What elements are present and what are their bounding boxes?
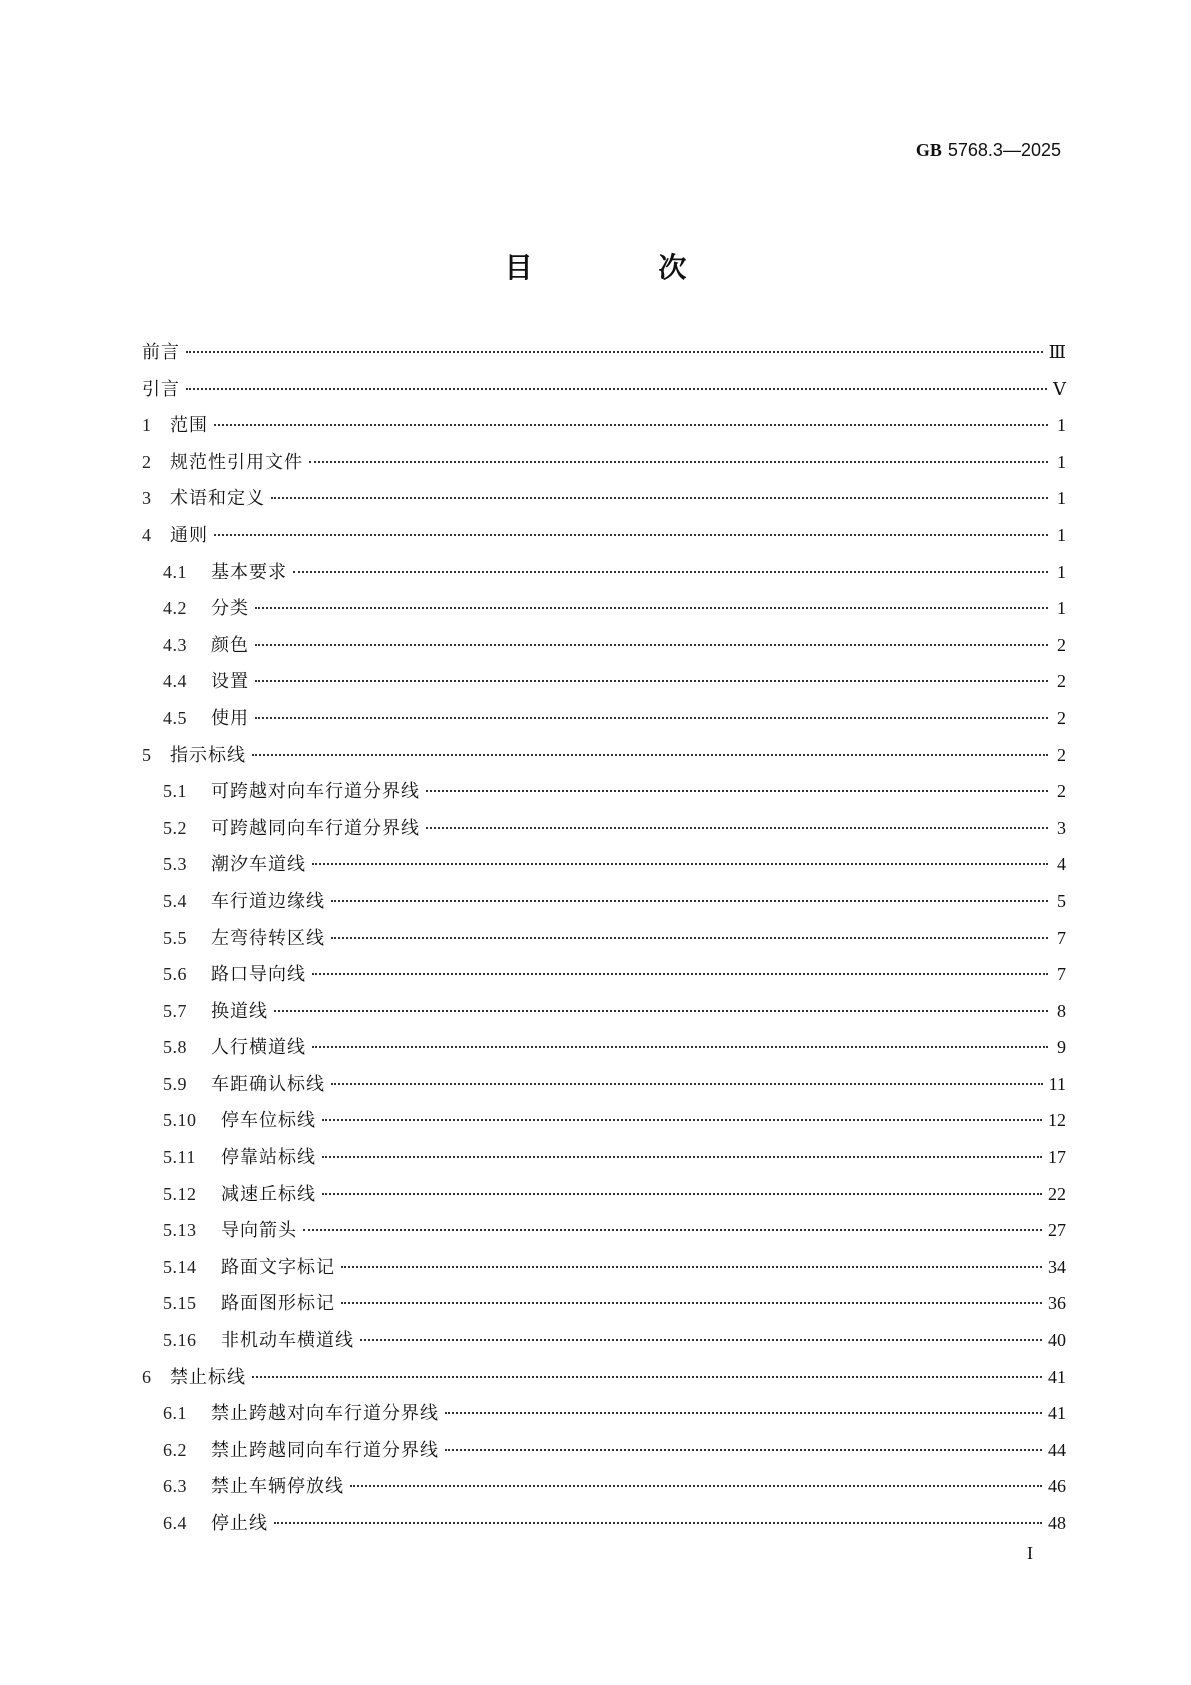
toc-entry-label: 使用 <box>211 707 249 729</box>
toc-entry-label: 潮汐车道线 <box>211 854 306 876</box>
toc-entry-number: 5.1 <box>163 781 187 802</box>
toc-entry-label: 禁止车辆停放线 <box>211 1476 344 1498</box>
toc-entry[interactable] <box>142 704 1066 741</box>
toc-entry-label: 导向箭头 <box>221 1220 297 1242</box>
toc-entry[interactable] <box>142 631 1066 668</box>
toc-leader-dots <box>303 1229 1042 1231</box>
toc-entry[interactable] <box>142 850 1066 887</box>
toc-entry-label: 停止线 <box>211 1513 268 1534</box>
toc-entry-label: 人行横道线 <box>211 1037 306 1059</box>
table-of-contents <box>142 338 1066 1546</box>
toc-entry[interactable] <box>142 960 1066 997</box>
toc-entry-label: 路口导向线 <box>211 964 306 986</box>
standard-code: 5768.3—2025 <box>947 140 1061 160</box>
toc-entry-label: 非机动车横道线 <box>221 1330 354 1352</box>
toc-entry-page: 36 <box>1048 1293 1066 1314</box>
toc-leader-dots <box>350 1485 1042 1487</box>
toc-entry[interactable] <box>142 924 1066 961</box>
toc-leader-dots <box>322 1193 1042 1195</box>
toc-entry-label: 左弯待转区线 <box>211 927 325 949</box>
toc-entry-page: 2 <box>1057 781 1066 802</box>
toc-entry-label: 规范性引用文件 <box>170 451 303 473</box>
standard-number <box>916 140 1061 161</box>
toc-entry-number: 5.10 <box>163 1110 197 1131</box>
toc-entry-number: 5.14 <box>163 1256 197 1277</box>
toc-entry-page: 1 <box>1057 598 1066 619</box>
toc-entry[interactable] <box>142 1216 1066 1253</box>
toc-leader-dots <box>331 1083 1043 1085</box>
toc-entry-label: 停车位标线 <box>221 1110 316 1132</box>
toc-entry-label: 颜色 <box>211 634 249 656</box>
toc-entry-number: 4.2 <box>163 598 187 619</box>
toc-entry-number: 5.12 <box>163 1183 197 1204</box>
toc-entry[interactable] <box>142 1399 1066 1436</box>
toc-entry[interactable] <box>142 1436 1066 1473</box>
toc-entry[interactable] <box>142 484 1066 521</box>
toc-leader-dots <box>426 827 1048 829</box>
toc-entry-number: 5.4 <box>163 890 187 911</box>
toc-leader-dots <box>271 497 1048 499</box>
toc-entry-number: 5.8 <box>163 1037 187 1058</box>
toc-entry-label: 停靠站标线 <box>221 1147 316 1169</box>
toc-leader-dots <box>214 424 1048 426</box>
toc-entry-page: 1 <box>1057 451 1066 472</box>
toc-entry[interactable] <box>142 1472 1066 1509</box>
toc-entry-label: 路面图形标记 <box>221 1293 335 1315</box>
toc-leader-dots <box>309 461 1048 463</box>
toc-entry-page: 12 <box>1048 1110 1066 1131</box>
toc-leader-dots <box>445 1449 1042 1451</box>
toc-entry-label: 减速丘标线 <box>221 1183 316 1205</box>
toc-entry-page: 41 <box>1048 1403 1066 1424</box>
toc-leader-dots <box>255 680 1048 682</box>
toc-leader-dots <box>255 644 1048 646</box>
toc-entry-page: 2 <box>1057 744 1066 765</box>
toc-entry-number: 5.6 <box>163 964 187 985</box>
toc-leader-dots <box>255 717 1048 719</box>
toc-entry-number: 4.3 <box>163 634 187 655</box>
toc-entry-number: 5.7 <box>163 1000 187 1021</box>
toc-leader-dots <box>312 973 1048 975</box>
toc-entry-page: 46 <box>1048 1476 1066 1497</box>
toc-entry[interactable] <box>142 1180 1066 1217</box>
toc-entry[interactable] <box>142 997 1066 1034</box>
toc-entry-page: 2 <box>1057 707 1066 728</box>
toc-entry-number: 5.15 <box>163 1293 197 1314</box>
toc-entry-page: 8 <box>1057 1000 1066 1021</box>
toc-entry[interactable] <box>142 741 1066 778</box>
toc-entry-label: 禁止跨越同向车行道分界线 <box>211 1439 439 1461</box>
toc-entry[interactable] <box>142 1509 1066 1546</box>
toc-entry-number: 4.1 <box>163 561 187 582</box>
toc-entry[interactable] <box>142 338 1066 375</box>
toc-leader-dots <box>341 1266 1042 1268</box>
toc-entry[interactable] <box>142 1363 1066 1400</box>
toc-entry-label: 范围 <box>170 415 208 437</box>
toc-entry-page: 22 <box>1048 1183 1066 1204</box>
toc-entry[interactable] <box>142 594 1066 631</box>
toc-entry-page: 9 <box>1057 1037 1066 1058</box>
toc-entry-page: 4 <box>1057 854 1066 875</box>
toc-entry-label: 路面文字标记 <box>221 1256 335 1278</box>
toc-entry-page: 44 <box>1048 1439 1066 1460</box>
toc-leader-dots <box>331 937 1048 939</box>
toc-entry[interactable] <box>142 887 1066 924</box>
toc-entry-page: 5 <box>1057 890 1066 911</box>
toc-entry-number: 2 <box>142 451 152 472</box>
toc-entry-number: 5.5 <box>163 927 187 948</box>
toc-entry-page: 40 <box>1048 1330 1066 1351</box>
toc-entry-number: 5.3 <box>163 854 187 875</box>
toc-entry-page: 41 <box>1048 1366 1066 1387</box>
toc-entry-page: 34 <box>1048 1256 1066 1277</box>
toc-entry[interactable] <box>142 1253 1066 1290</box>
toc-entry[interactable] <box>142 558 1066 595</box>
toc-entry-number: 6 <box>142 1366 152 1387</box>
toc-leader-dots <box>214 534 1048 536</box>
standard-prefix: GB <box>915 140 942 160</box>
toc-leader-dots <box>274 1010 1048 1012</box>
toc-entry-number: 6.3 <box>163 1476 187 1497</box>
toc-leader-dots <box>322 1119 1042 1121</box>
toc-entry-label: 分类 <box>211 598 249 620</box>
toc-entry[interactable] <box>142 448 1066 485</box>
toc-entry-page: 17 <box>1048 1147 1066 1168</box>
toc-entry[interactable] <box>142 814 1066 851</box>
page-number: I <box>1027 1543 1033 1563</box>
toc-entry-label: 设置 <box>211 671 249 693</box>
toc-entry-number: 5.16 <box>163 1330 197 1351</box>
toc-entry[interactable] <box>142 411 1066 448</box>
toc-leader-dots <box>445 1412 1042 1414</box>
toc-entry-number: 4 <box>142 524 152 545</box>
toc-entry-page: Ⅴ <box>1053 378 1066 399</box>
toc-entry-number: 6.2 <box>163 1439 187 1460</box>
toc-entry-page: 7 <box>1057 964 1066 985</box>
toc-leader-dots <box>322 1156 1042 1158</box>
toc-entry-number: 6.1 <box>163 1403 187 1424</box>
toc-entry-label: 换道线 <box>211 1000 268 1022</box>
toc-entry[interactable] <box>142 1143 1066 1180</box>
toc-leader-dots <box>360 1339 1042 1341</box>
toc-leader-dots <box>255 607 1048 609</box>
toc-entry-label: 基本要求 <box>211 561 287 583</box>
toc-entry-number: 1 <box>142 415 152 436</box>
toc-entry-label: 术语和定义 <box>170 488 265 510</box>
page-title: 目 次 <box>504 251 745 284</box>
toc-entry[interactable] <box>142 1070 1066 1107</box>
toc-entry-label: 车距确认标线 <box>211 1073 325 1095</box>
toc-entry-page: 48 <box>1048 1513 1066 1533</box>
toc-entry[interactable] <box>142 777 1066 814</box>
toc-leader-dots <box>331 900 1048 902</box>
toc-leader-dots <box>293 571 1048 573</box>
toc-entry-number: 5.11 <box>163 1147 196 1168</box>
toc-entry-number: 5 <box>142 744 152 765</box>
toc-entry-number: 5.2 <box>163 817 187 838</box>
toc-entry-label: 通则 <box>170 524 208 546</box>
toc-entry[interactable] <box>142 1326 1066 1363</box>
toc-entry-label: 可跨越同向车行道分界线 <box>211 817 420 839</box>
toc-leader-dots <box>274 1522 1042 1524</box>
toc-leader-dots <box>312 1046 1048 1048</box>
toc-entry-page: 2 <box>1057 634 1066 655</box>
toc-entry-number: 5.13 <box>163 1220 197 1241</box>
toc-leader-dots <box>186 388 1047 390</box>
toc-entry[interactable] <box>142 1033 1066 1070</box>
toc-entry-label: 禁止跨越对向车行道分界线 <box>211 1403 439 1425</box>
toc-entry-number: 6.4 <box>163 1513 187 1533</box>
toc-entry[interactable] <box>142 1289 1066 1326</box>
toc-entry-page: 7 <box>1057 927 1066 948</box>
toc-entry[interactable] <box>142 1106 1066 1143</box>
toc-entry-label: 前言 <box>142 342 180 363</box>
toc-entry-page: 1 <box>1057 415 1066 436</box>
toc-entry-number: 4.5 <box>163 707 187 728</box>
toc-entry-label: 指示标线 <box>170 744 246 766</box>
toc-entry-label: 禁止标线 <box>170 1366 246 1388</box>
toc-leader-dots <box>312 863 1048 865</box>
toc-leader-dots <box>426 790 1048 792</box>
toc-leader-dots <box>341 1302 1042 1304</box>
toc-entry-page: 11 <box>1048 1073 1066 1094</box>
toc-entry-page: 1 <box>1057 524 1066 545</box>
toc-leader-dots <box>252 1376 1042 1378</box>
toc-entry-page: Ⅲ <box>1048 342 1066 362</box>
toc-entry-number: 3 <box>142 488 152 509</box>
toc-entry-label: 引言 <box>142 378 180 400</box>
toc-entry-number: 4.4 <box>163 671 187 692</box>
toc-entry[interactable] <box>142 521 1066 558</box>
toc-leader-dots <box>186 351 1043 353</box>
toc-entry-number: 5.9 <box>163 1073 187 1094</box>
toc-entry-page: 1 <box>1057 561 1066 582</box>
toc-entry-label: 可跨越对向车行道分界线 <box>211 781 420 803</box>
toc-entry[interactable] <box>142 375 1066 412</box>
toc-entry-page: 1 <box>1057 488 1066 509</box>
toc-entry-label: 车行道边缘线 <box>211 890 325 912</box>
toc-entry-page: 27 <box>1048 1220 1066 1241</box>
toc-entry[interactable] <box>142 667 1066 704</box>
toc-leader-dots <box>252 754 1048 756</box>
toc-entry-page: 2 <box>1057 671 1066 692</box>
toc-entry-page: 3 <box>1057 817 1066 838</box>
